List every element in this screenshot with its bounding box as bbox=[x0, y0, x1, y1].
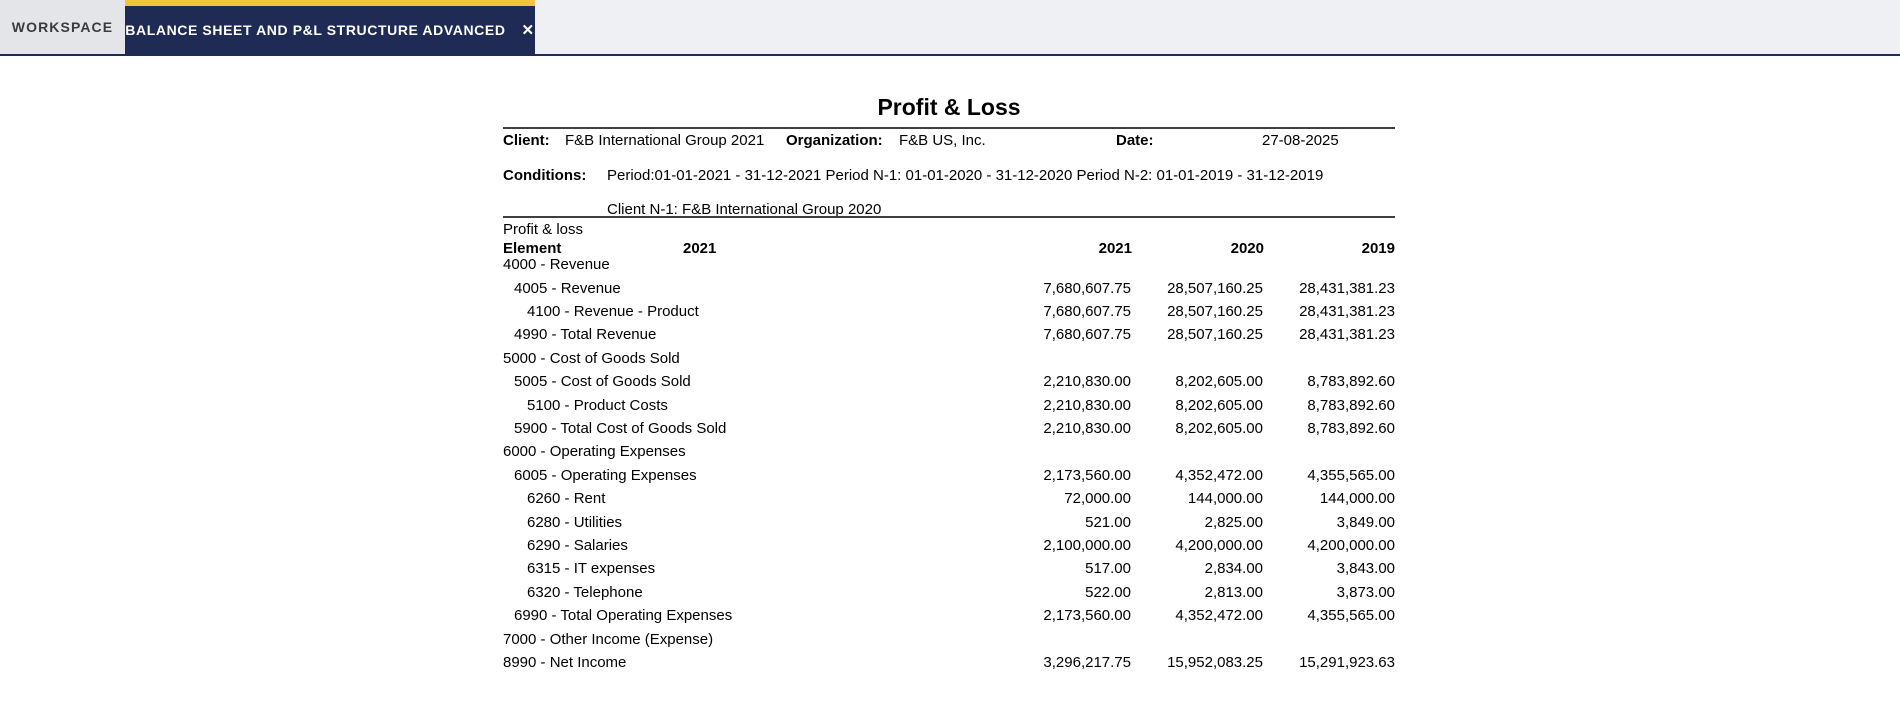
row-label: 6260 - Rent bbox=[527, 490, 606, 508]
conditions-client-n1: Client N-1: F&B International Group 2020 bbox=[607, 201, 882, 218]
conditions-label: Conditions: bbox=[503, 167, 587, 184]
row-label: 6290 - Salaries bbox=[527, 537, 628, 554]
conditions-divider bbox=[503, 216, 1395, 218]
row-label: 6280 - Utilities bbox=[527, 513, 623, 531]
row-value-2020: 28,507,160.25 bbox=[1167, 279, 1263, 297]
row-value-2020: 28,507,160.25 bbox=[1167, 326, 1263, 344]
row-value-2019: 28,431,381.23 bbox=[1299, 279, 1395, 297]
row-value-2021: 3,296,217.75 bbox=[1043, 653, 1131, 671]
row-value-2020: 8,202,605.00 bbox=[1175, 396, 1263, 414]
row-value-2021: 517.00 bbox=[1085, 560, 1131, 578]
row-value-2020: 2,813.00 bbox=[1204, 583, 1263, 601]
row-value-2020: 2,834.00 bbox=[1204, 560, 1263, 578]
table-row bbox=[503, 254, 1395, 277]
row-value-2021: 7,680,607.75 bbox=[1043, 303, 1131, 321]
row-label: 6990 - Total Operating Expenses bbox=[514, 607, 733, 625]
table-row bbox=[503, 277, 1395, 300]
table-row bbox=[503, 348, 1395, 371]
title-divider bbox=[503, 127, 1395, 129]
row-value-2019: 15,291,923.63 bbox=[1299, 653, 1395, 671]
row-value-2020: 4,200,000.00 bbox=[1175, 537, 1263, 554]
row-value-2021: 522.00 bbox=[1085, 583, 1131, 601]
row-value-2021: 7,680,607.75 bbox=[1043, 326, 1131, 344]
table-row bbox=[503, 488, 1395, 511]
table-row bbox=[503, 301, 1395, 324]
row-label: 4005 - Revenue bbox=[514, 279, 621, 297]
row-value-2019: 4,355,565.00 bbox=[1307, 607, 1395, 625]
column-header-2019: 2019 bbox=[1361, 240, 1395, 257]
row-label: 5000 - Cost of Goods Sold bbox=[503, 349, 680, 367]
table-row bbox=[503, 324, 1395, 347]
table-row bbox=[503, 511, 1395, 534]
row-label: 5100 - Product Costs bbox=[527, 396, 668, 414]
table-row bbox=[503, 535, 1395, 558]
row-value-2021: 2,210,830.00 bbox=[1043, 420, 1131, 438]
organization-label: Organization: bbox=[786, 132, 883, 149]
row-value-2019: 4,355,565.00 bbox=[1307, 466, 1395, 484]
row-label: 4000 - Revenue bbox=[503, 256, 610, 274]
client-label: Client: bbox=[503, 132, 550, 149]
row-value-2021: 72,000.00 bbox=[1064, 490, 1131, 508]
row-value-2020: 4,352,472.00 bbox=[1175, 466, 1263, 484]
row-value-2021: 2,173,560.00 bbox=[1043, 466, 1131, 484]
row-value-2020: 28,507,160.25 bbox=[1167, 303, 1263, 321]
close-icon[interactable]: ✕ bbox=[521, 21, 535, 39]
table-row bbox=[503, 418, 1395, 441]
table-row bbox=[503, 628, 1395, 651]
row-value-2020: 2,825.00 bbox=[1204, 513, 1263, 531]
row-value-2021: 521.00 bbox=[1085, 513, 1131, 531]
page-title: Profit & Loss bbox=[877, 94, 1021, 120]
row-value-2021: 2,210,830.00 bbox=[1043, 396, 1131, 414]
tab-balance-sheet-and-pl-structure-advanced[interactable] bbox=[125, 0, 535, 54]
table-row bbox=[503, 558, 1395, 581]
tab-bar bbox=[0, 0, 1900, 56]
pl-table-body bbox=[503, 254, 1395, 675]
row-value-2019: 4,200,000.00 bbox=[1307, 537, 1395, 554]
tab-workspace-label: WORKSPACE bbox=[11, 19, 114, 35]
table-row bbox=[503, 371, 1395, 394]
date-value: 27-08-2025 bbox=[1262, 132, 1339, 149]
row-value-2019: 3,849.00 bbox=[1336, 513, 1395, 531]
table-row bbox=[503, 605, 1395, 628]
row-value-2020: 8,202,605.00 bbox=[1175, 420, 1263, 438]
row-label: 6000 - Operating Expenses bbox=[503, 443, 686, 461]
row-value-2021: 2,210,830.00 bbox=[1043, 373, 1131, 391]
row-label: 5900 - Total Cost of Goods Sold bbox=[514, 420, 727, 438]
row-value-2019: 8,783,892.60 bbox=[1307, 420, 1395, 438]
column-header-element: Element bbox=[503, 240, 562, 257]
profit-and-loss-report bbox=[503, 56, 1395, 716]
row-value-2019: 28,431,381.23 bbox=[1299, 326, 1395, 344]
row-label: 8990 - Net Income bbox=[503, 653, 627, 671]
row-label: 7000 - Other Income (Expense) bbox=[503, 630, 714, 648]
column-header-2021: 2021 bbox=[1098, 240, 1132, 257]
row-value-2021: 7,680,607.75 bbox=[1043, 279, 1131, 297]
table-row bbox=[503, 465, 1395, 488]
organization-value: F&B US, Inc. bbox=[899, 132, 986, 149]
row-label: 5005 - Cost of Goods Sold bbox=[514, 373, 691, 391]
row-value-2021: 2,173,560.00 bbox=[1043, 607, 1131, 625]
table-row bbox=[503, 394, 1395, 417]
row-value-2021: 2,100,000.00 bbox=[1043, 537, 1131, 554]
tab-workspace[interactable] bbox=[0, 0, 125, 54]
column-header-period: 2021 bbox=[683, 240, 717, 257]
client-value: F&B International Group 2021 bbox=[565, 132, 765, 149]
table-row bbox=[503, 581, 1395, 604]
table-row bbox=[503, 652, 1395, 675]
report-meta-row bbox=[503, 132, 1395, 154]
row-value-2019: 28,431,381.23 bbox=[1299, 303, 1395, 321]
conditions-periods: Period:01-01-2021 - 31-12-2021 Period N-1: 01-01-2020 - 31-12-2020 Period N-2: 01-01-2019 - 31-12-2019 bbox=[607, 167, 1324, 184]
row-value-2020: 15,952,083.25 bbox=[1167, 653, 1263, 671]
table-row bbox=[503, 441, 1395, 464]
row-value-2019: 8,783,892.60 bbox=[1307, 373, 1395, 391]
row-label: 6315 - IT expenses bbox=[527, 560, 656, 578]
tab-active-label: BALANCE SHEET AND P&L STRUCTURE ADVANCED bbox=[125, 22, 506, 38]
row-value-2019: 144,000.00 bbox=[1319, 490, 1395, 508]
column-header-2020: 2020 bbox=[1230, 240, 1264, 257]
row-value-2020: 144,000.00 bbox=[1187, 490, 1263, 508]
row-value-2019: 8,783,892.60 bbox=[1307, 396, 1395, 414]
row-label: 4100 - Revenue - Product bbox=[527, 303, 699, 321]
date-label: Date: bbox=[1116, 132, 1154, 149]
row-label: 6320 - Telephone bbox=[527, 583, 643, 601]
table-group-label: Profit & loss bbox=[503, 221, 584, 238]
row-value-2019: 3,843.00 bbox=[1336, 560, 1395, 578]
row-label: 6005 - Operating Expenses bbox=[514, 466, 697, 484]
row-value-2019: 3,873.00 bbox=[1336, 583, 1395, 601]
row-value-2020: 8,202,605.00 bbox=[1175, 373, 1263, 391]
row-label: 4990 - Total Revenue bbox=[514, 326, 657, 344]
row-value-2020: 4,352,472.00 bbox=[1175, 607, 1263, 625]
